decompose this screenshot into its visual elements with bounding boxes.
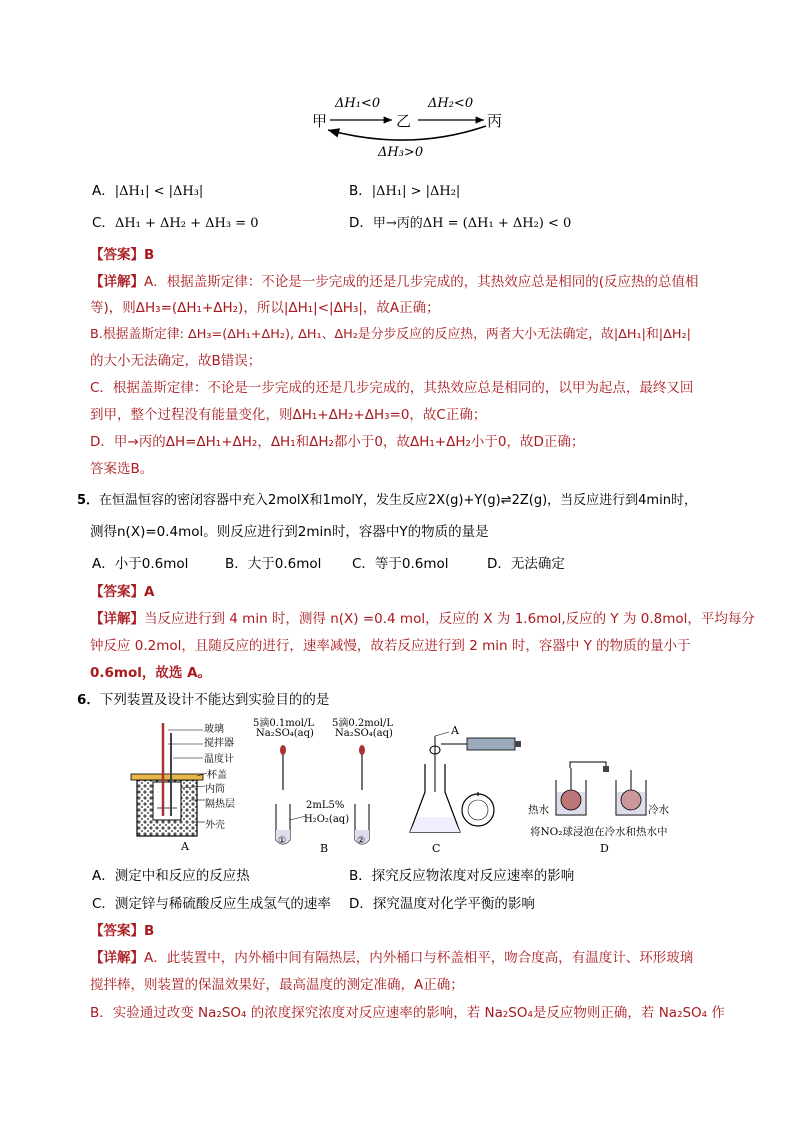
label-lid: 杯盖	[207, 770, 227, 781]
label-shell: 外壳	[205, 820, 225, 831]
q5-answer: 【答案】A	[90, 584, 155, 600]
label-insulation: 隔热层	[205, 799, 235, 810]
tube1-number: ①	[278, 836, 287, 846]
q4-option-d: D．甲→丙的ΔH = (ΔH₁ + ΔH₂) < 0	[349, 215, 572, 231]
cycle-arrows	[300, 100, 520, 150]
q4-explanation-line2: 等)，则ΔH₃=(ΔH₁+ΔH₂)，所以|ΔH₁|<|ΔH₃|，故A正确；	[90, 300, 440, 316]
dh1-label: ΔH₁<0	[335, 96, 381, 111]
dropper2-conc: 5滴0.2mol/L	[332, 718, 393, 729]
label-thermometer: 温度计	[204, 754, 234, 765]
label-hot-water: 热水	[528, 804, 549, 816]
dropper2-solution: Na₂SO₄(aq)	[335, 728, 393, 739]
q6-option-a: A．测定中和反应的反应热	[92, 868, 250, 884]
figure-d-caption: D	[600, 842, 609, 855]
tube-solution-volume: 2mL5%	[306, 800, 345, 811]
q6-option-d: D．探究温度对化学平衡的影响	[349, 896, 535, 912]
dropper1-conc: 5滴0.1mol/L	[253, 718, 314, 729]
label-stirrer: 搅拌器	[204, 738, 234, 749]
q4-option-b: B．|ΔH₁| > |ΔH₂|	[349, 183, 461, 199]
q4-option-c: C．ΔH₁ + ΔH₂ + ΔH₃ = 0	[92, 215, 259, 231]
figure-c-flask-syringe	[405, 722, 525, 855]
q4-explanation-line5: C．根据盖斯定律：不论是一步完成的还是几步完成的，其热效应总是相同的，以甲为起点，最终又回	[90, 380, 694, 396]
label-inner-cup: 内筒	[205, 784, 225, 795]
label-a: A	[451, 724, 459, 737]
figure-d-note: 将NO₂球浸泡在冷水和热水中	[530, 826, 668, 838]
q6-explanation-line1: 【详解】A．此装置中，内外桶中间有隔热层，内外桶口与杯盖相平，吻合度高，有温度计、环形玻璃	[90, 950, 694, 966]
label-glass: 玻璃	[204, 724, 224, 735]
q4-answer: 【答案】B	[90, 247, 155, 263]
q6-option-b: B．探究反应物浓度对反应速率的影响	[349, 868, 575, 884]
q5-option-a: A．小于0.6mol	[92, 556, 189, 572]
species-yi: 乙	[396, 112, 412, 130]
q4-explanation-line3: B.根据盖斯定律: ΔH₃=(ΔH₁+ΔH₂), ΔH₁、ΔH₂是分步反应的反应热，两者大小无法确定，故|ΔH₁|和|ΔH₂|	[90, 327, 691, 342]
tube-solution-name: H₂O₂(aq)	[304, 814, 350, 825]
tube2-number: ②	[357, 836, 366, 846]
dh2-label: ΔH₂<0	[428, 96, 474, 111]
figure-a-caption: A	[181, 840, 189, 853]
label-cold-water: 冷水	[648, 804, 669, 816]
species-bing: 丙	[487, 112, 503, 130]
figure-d-no2-balls	[528, 760, 678, 855]
q5-explanation-line3: 0.6mol，故选 A。	[90, 665, 212, 681]
q6-option-c: C．测定锌与稀硫酸反应生成氢气的速率	[92, 896, 331, 912]
arrow-bing-jia	[328, 126, 486, 140]
dropper1-solution: Na₂SO₄(aq)	[256, 728, 314, 739]
q6-stem: 6．下列装置及设计不能达到实验目的的是	[77, 692, 330, 708]
q4-explanation-line6: 到甲，整个过程没有能量变化，则ΔH₁+ΔH₂+ΔH₃=0，故C正确；	[90, 407, 487, 423]
q4-option-a: A．|ΔH₁| < |ΔH₃|	[92, 183, 204, 199]
q4-conclusion: 答案选B。	[90, 461, 154, 477]
q5-explanation-line2: 钟反应 0.2mol，且随反应的进行，速率减慢，故若反应进行到 2 min 时，容器中 Y 的物质的量小于	[90, 638, 691, 654]
species-jia: 甲	[312, 112, 328, 130]
q5-stem-line1: 5．在恒温恒容的密闭容器中充入2molX和1molY，发生反应2X(g)+Y(g)⇌2Z(g)，当反应进行到4min时，	[77, 493, 697, 508]
flask-drawing	[405, 722, 525, 855]
q4-explanation-line7: D．甲→丙的ΔH=ΔH₁+ΔH₂，ΔH₁和ΔH₂都小于0，故ΔH₁+ΔH₂小于0，故D正确；	[90, 434, 585, 450]
dh3-label: ΔH₃>0	[378, 145, 424, 160]
q6-explanation-line2: 搅拌棒，则装置的保温效果好，最高温度的测定准确，A正确；	[90, 977, 464, 993]
no2-drawing	[528, 760, 678, 830]
figure-a-calorimeter	[125, 718, 250, 853]
q6-explanation-line3: B．实验通过改变 Na₂SO₄ 的浓度探究浓度对反应速率的影响，若 Na₂SO₄是反应物则正确，若 Na₂SO₄ 作	[90, 1005, 725, 1021]
figure-b-test-tubes	[250, 712, 410, 855]
figure-c-caption: C	[432, 842, 441, 855]
figure-b-caption: B	[320, 842, 329, 855]
q5-option-c: C．等于0.6mol	[352, 556, 449, 572]
q5-stem-line2: 测得n(X)=0.4mol。则反应进行到2min时，容器中Y的物质的量是	[90, 524, 489, 540]
q5-option-b: B．大于0.6mol	[225, 556, 322, 572]
q5-explanation-line1: 【详解】当反应进行到 4 min 时，测得 n(X) =0.4 mol，反应的 X 为 1.6mol,反应的 Y 为 0.8mol，平均每分	[90, 611, 755, 627]
q4-explanation-line1: 【详解】A．根据盖斯定律：不论是一步完成的还是几步完成的，其热效应总是相同的(反应热的总值相	[90, 274, 699, 290]
test-tube-drawing	[250, 712, 410, 855]
q5-option-d: D．无法确定	[487, 556, 565, 572]
q4-explanation-line4: 的大小无法确定，故B错误；	[90, 353, 262, 369]
q6-answer: 【答案】B	[90, 923, 155, 939]
